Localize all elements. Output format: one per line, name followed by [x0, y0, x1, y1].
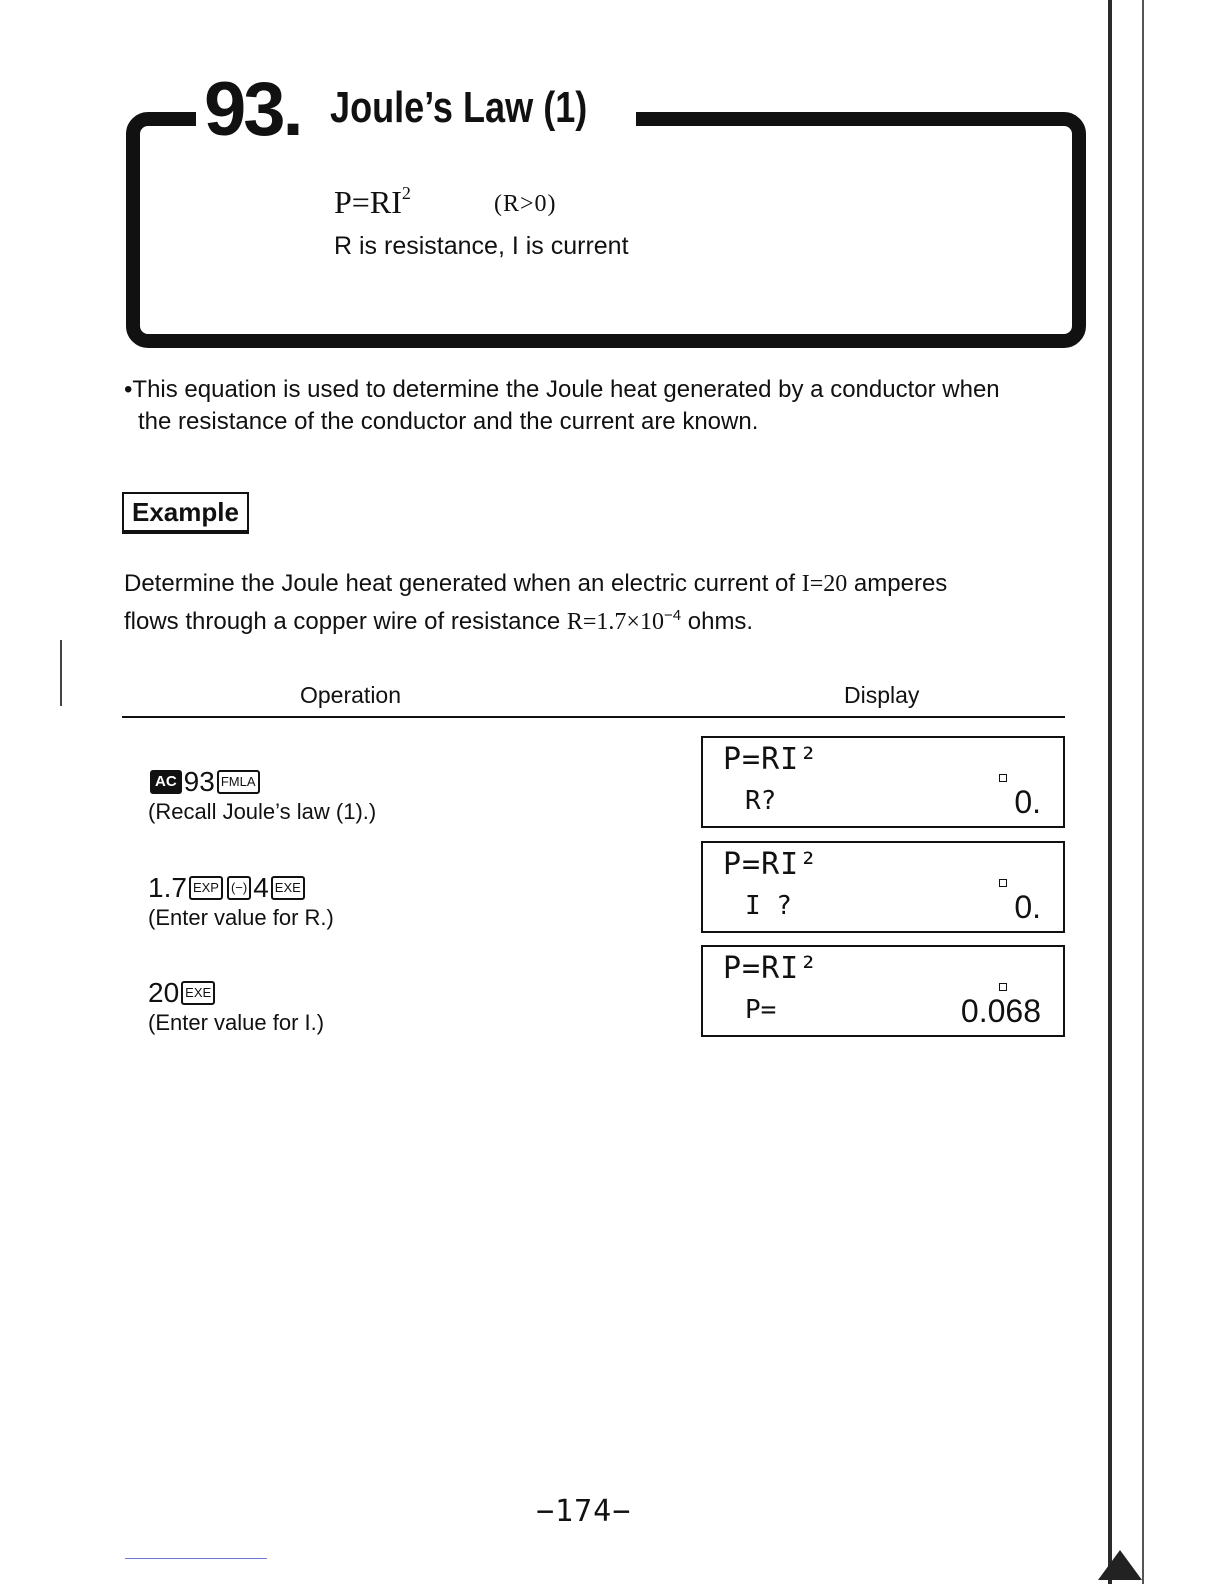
page-number: −174−: [536, 1494, 632, 1529]
step-1-keys: [148, 766, 376, 798]
example-problem: [124, 568, 1084, 638]
problem-resistance: R=1.7×10: [566, 609, 664, 635]
step-2-keys: [148, 872, 334, 904]
section-title: Joule’s Law (1): [330, 83, 588, 132]
problem-text: flows through a copper wire of resistance: [124, 608, 567, 635]
step-1-display: [701, 736, 1065, 828]
negative-key: (−): [227, 876, 251, 900]
problem-text: amperes: [847, 570, 948, 597]
description-line-2: the resistance of the conductor and the current are known.: [138, 408, 759, 435]
display-variable: P=: [745, 995, 777, 1025]
example-label: Example: [122, 492, 249, 534]
exe-key: EXE: [271, 876, 305, 900]
ac-key: AC: [150, 770, 182, 794]
problem-current: I=20: [801, 571, 848, 597]
book-spine-edge-inner: [1142, 0, 1144, 1584]
description: [124, 374, 1084, 438]
step-3-keys: [148, 977, 324, 1009]
display-formula: P=RI²: [723, 951, 819, 986]
formula: [334, 183, 411, 220]
description-line-1: •This equation is used to determine the Joule heat generated by a conductor when: [124, 376, 1000, 403]
step-1-note: (Recall Joule’s law (1).): [148, 799, 377, 824]
step-3-note: (Enter value for I.): [148, 1010, 325, 1035]
key-digits: 4: [253, 872, 269, 903]
book-spine-edge: [1108, 0, 1112, 1584]
display-variable: R?: [745, 786, 777, 816]
step-3-display: [701, 945, 1065, 1037]
formula-condition: (R>0): [494, 191, 557, 217]
display-indicator-icon: [999, 774, 1007, 782]
spine-foot-mark: [1098, 1550, 1142, 1580]
display-variable: I ?: [745, 891, 792, 921]
key-digits: 93: [183, 766, 215, 797]
step-3-operation: [148, 977, 324, 1037]
exp-key: EXP: [189, 876, 223, 900]
exe-key: EXE: [181, 981, 215, 1005]
step-2-display: [701, 841, 1065, 933]
display-header: Display: [844, 682, 920, 708]
display-value: 0.: [1014, 889, 1041, 925]
fmla-key: FMLA: [217, 770, 260, 794]
problem-text: ohms.: [681, 608, 754, 635]
problem-exponent: −4: [663, 607, 682, 624]
step-1-operation: [148, 766, 376, 826]
problem-text: Determine the Joule heat generated when an electric current of: [124, 570, 802, 597]
footer-rule: [125, 1558, 267, 1559]
display-value: 0.068: [960, 993, 1041, 1029]
step-2-operation: [148, 872, 334, 932]
step-2-note: (Enter value for R.): [148, 905, 334, 930]
problem-line-2: [124, 600, 1084, 638]
display-indicator-icon: [999, 983, 1007, 991]
key-digits: 1.7: [148, 872, 187, 903]
margin-mark: [60, 640, 62, 706]
formula-exponent: 2: [401, 183, 411, 203]
problem-line-1: [124, 568, 1084, 600]
display-value: 0.: [1014, 784, 1041, 820]
key-digits: 20: [148, 977, 180, 1008]
display-indicator-icon: [999, 879, 1007, 887]
formula-base: P=RI: [334, 184, 402, 220]
display-formula: P=RI²: [723, 847, 819, 882]
formula-definitions: R is resistance, I is current: [334, 232, 629, 260]
section-number: 93.: [204, 67, 301, 152]
display-formula: P=RI²: [723, 742, 819, 777]
operation-header: Operation: [300, 682, 402, 708]
table-rule: [122, 716, 1065, 718]
